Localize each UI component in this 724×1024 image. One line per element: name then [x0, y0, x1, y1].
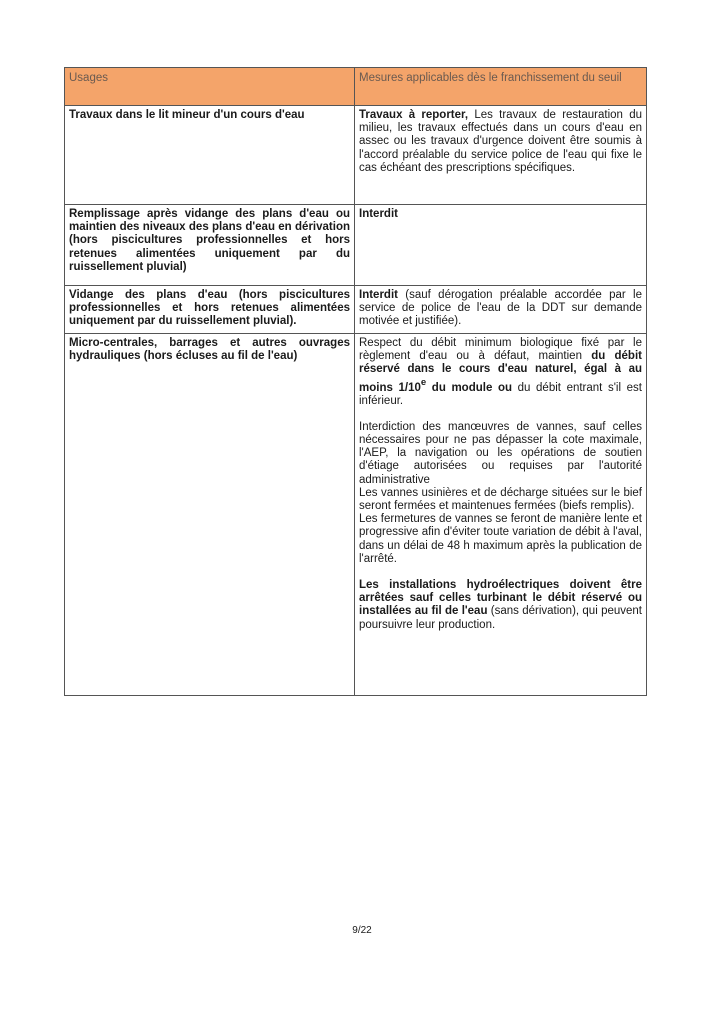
measure-bold-text: Les installations hydroélectriques doivent être arrêtées sauf celles turbinant le débit réservé ou installées au fil de l'eau [359, 579, 642, 618]
measure-text: (sauf dérogation préalable accordée par le service de police de l'eau de la DDT sur demande motivée et justifiée). [359, 289, 642, 328]
measure-paragraph: Interdiction des manœuvres de vannes, sauf celles nécessaires pour ne pas dépasser la cote maximale, l'AEP, la navigation ou les opérations de soutien d'étiage autorisées ou requises par l'autorité administrative [359, 420, 642, 486]
measure-cell [355, 106, 647, 205]
header-usages: Usages [65, 68, 355, 106]
measure-bold-text: du débit réservé dans le cours d'eau naturel, égal à au moins 1/10 [359, 350, 642, 394]
measure-bold-text: du module ou [426, 381, 513, 394]
restrictions-table [64, 67, 647, 696]
measure-paragraph: Les vannes usinières et de décharge situées sur le bief seront fermées et maintenues fermées (biefs remplis). [359, 486, 642, 513]
measure-cell [355, 205, 647, 286]
measure-bold-text: Interdit [359, 289, 398, 301]
table-row [65, 334, 647, 696]
measure-text: Respect du débit minimum biologique fixé par le règlement d'eau ou à défaut, maintien [359, 337, 642, 363]
superscript-text: e [420, 377, 427, 389]
table-row [65, 286, 647, 334]
measure-paragraph: Les fermetures de vannes se feront de manière lente et progressive afin d'éviter toute variation de débit à l'aval, dans un délai de 48 h maximum après la publication de l'arrêté. [359, 513, 642, 565]
header-mesures: Mesures applicables dès le franchissement du seuil [355, 68, 647, 106]
usage-cell: Travaux dans le lit mineur d'un cours d'eau [65, 106, 355, 205]
page-number: 9/22 [352, 925, 372, 936]
usage-cell: Micro-centrales, barrages et autres ouvrages hydrauliques (hors écluses au fil de l'eau) [65, 334, 355, 696]
measure-text: Les travaux de restauration du milieu, les travaux effectués dans un cours d'eau en assec ou les travaux d'urgence doivent être soumis à l'accord préalable du service police de l'eau qui fixe le cas échéant des prescriptions spécifiques. [359, 109, 642, 174]
usage-cell: Remplissage après vidange des plans d'eau ou maintien des niveaux des plans d'eau en dérivation (hors piscicultures professionnelles et hors retenues alimentées uniquement par du ruissellement pluvial) [65, 205, 355, 286]
table-row [65, 106, 647, 205]
measure-bold-text: Travaux à reporter, [359, 109, 469, 121]
measure-bold-text: Interdit [359, 208, 398, 220]
measure-cell [355, 286, 647, 334]
table-row [65, 205, 647, 286]
measure-text: (sans dérivation), qui peuvent poursuivre leur production. [359, 605, 642, 631]
usage-cell: Vidange des plans d'eau (hors piscicultures professionnelles et hors retenues alimentées uniquement par du ruissellement pluvial). [65, 286, 355, 334]
measure-cell [355, 334, 647, 696]
measure-paragraph [359, 337, 642, 408]
table-header-row [65, 68, 647, 106]
measure-paragraph [359, 579, 642, 632]
measure-text: du débit entrant s'il est inférieur. [359, 381, 642, 407]
